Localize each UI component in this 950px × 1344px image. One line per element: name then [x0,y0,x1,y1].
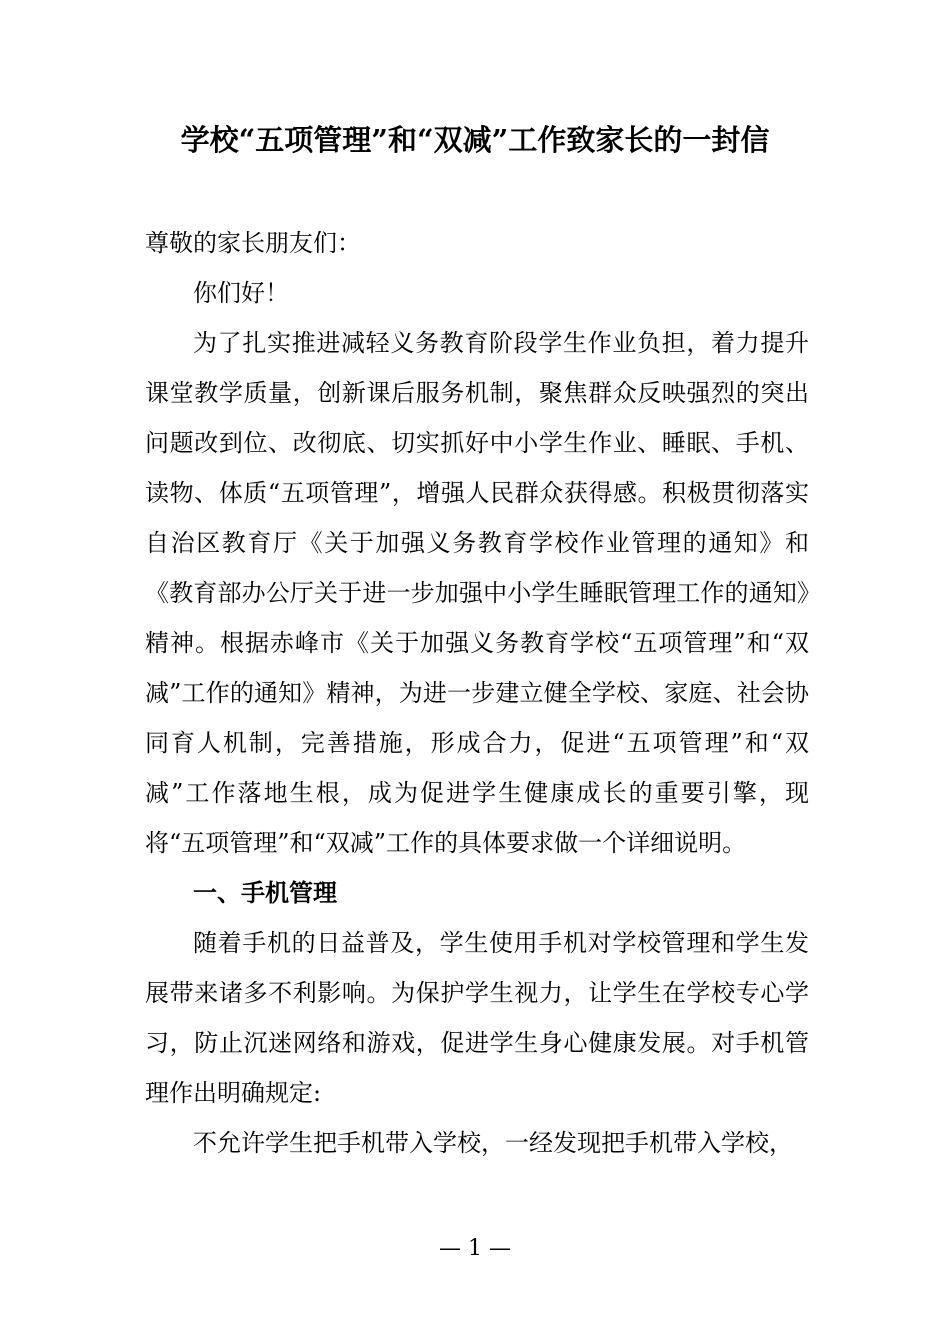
document-body [145,218,809,1168]
section-heading-phone-management: 一、手机管理 [193,878,337,907]
salutation: 尊敬的家长朋友们： [145,229,361,257]
document-title: 学校“五项管理”和“双减”工作致家长的一封信 [180,123,770,157]
page-number: — 1 — [439,1236,511,1261]
greeting: 你们好！ [193,279,289,307]
phone-rule-paragraph: 不允许学生把手机带入学校，一经发现把手机带入学校， [193,1129,793,1157]
intro-paragraph: 为了扎实推进减轻义务教育阶段学生作业负担，着力提升课堂教学质量，创新课后服务机制，聚焦群众反映强烈的突出问题改到位、改彻底、切实抓好中小学生作业、睡眠、手机、读物、体质“五项管理”，增强人民群众获得感。积极贯彻落实自治区教育厅《关于加强义务教育学校作业管理的通知》和《教育部办公厅关于进一步加强中小学生睡眠管理工作的通知》精神。根据赤峰市《关于加强义务教育学校“五项管理”和“双减”工作的通知》精神，为进一步建立健全学校、家庭、社会协同育人机制，完善措施，形成合力，促进“五项管理”和“双减”工作落地生根，成为促进学生健康成长的重要引擎，现将“五项管理”和“双减”工作的具体要求做一个详细说明。 [145,329,809,857]
phone-management-paragraph: 随着手机的日益普及，学生使用手机对学校管理和学生发展带来诸多不利影响。为保护学生视力，让学生在学校专心学习，防止沉迷网络和游戏，促进学生身心健康发展。对手机管理作出明确规定: [145,929,809,1107]
